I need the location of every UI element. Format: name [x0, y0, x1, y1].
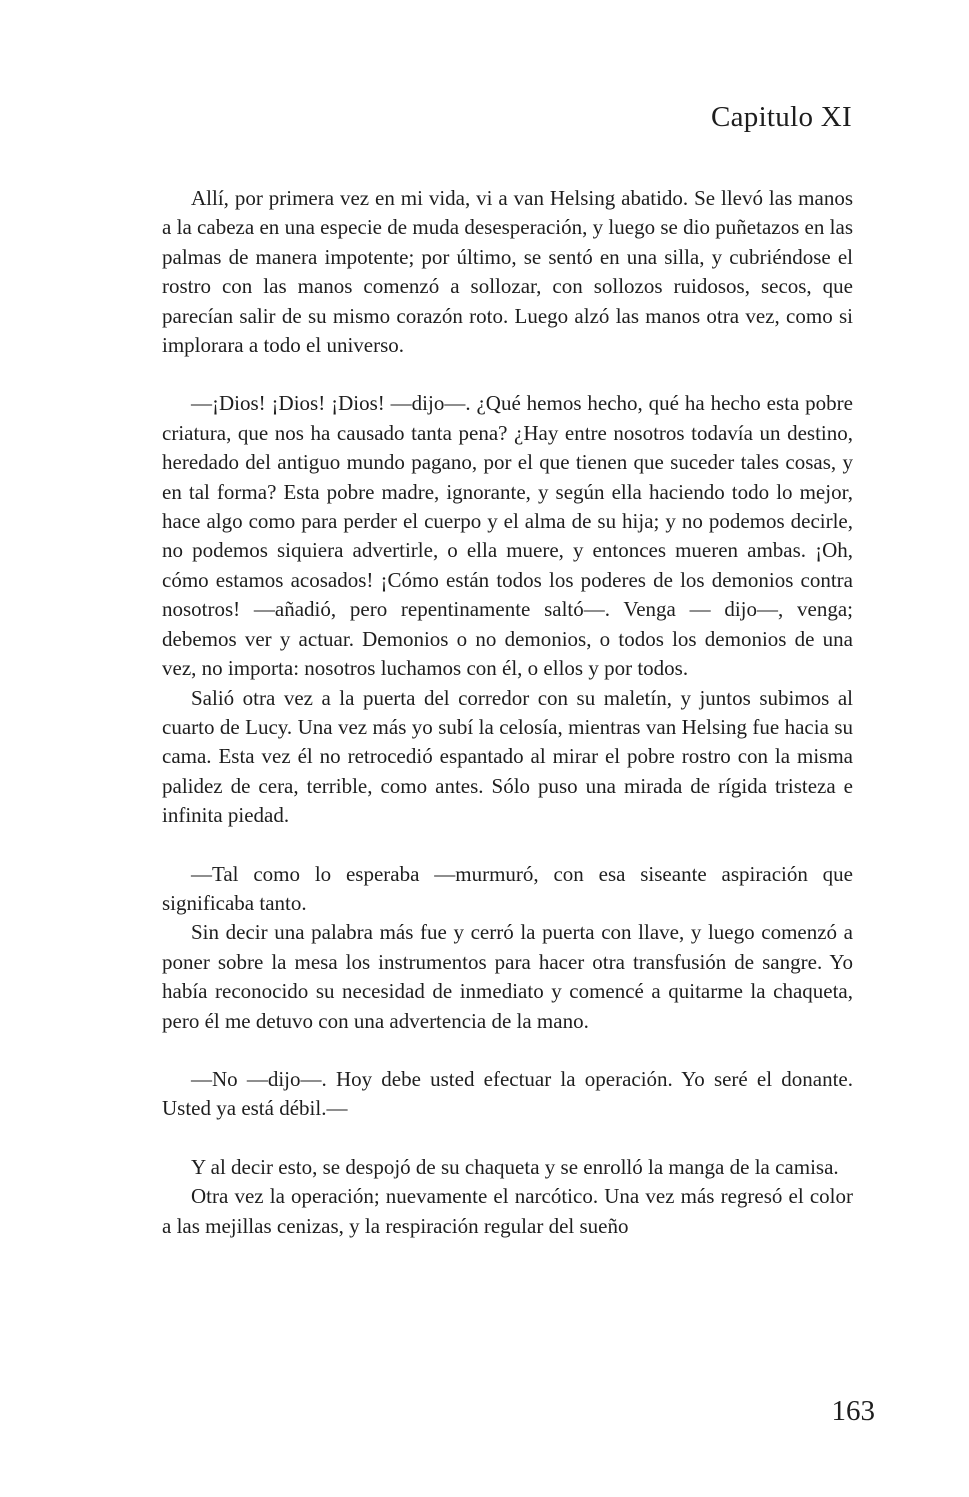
paragraph: Salió otra vez a la puerta del corredor con su maletín, y juntos subimos al cuarto de Lucy. Una vez más yo subí la celosía, mientras van Helsing fue hacia su cama. Esta vez él no retrocedió espantado al mirar el pobre rostro con la misma palidez de cera, terrible, como antes. Sólo puso una mirada de rígida tristeza e infinita piedad. [162, 685, 853, 828]
paragraph: —No —dijo—. Hoy debe usted efectuar la operación. Yo seré el donante. Usted ya está débil.— [162, 1066, 853, 1121]
paragraph: Otra vez la operación; nuevamente el narcótico. Una vez más regresó el color a las mejillas cenizas, y la respiración regular del sueño [162, 1184, 853, 1238]
chapter-title: Capitulo XI [710, 101, 852, 133]
paragraph: —Tal como lo esperaba —murmuró, con esa siseante aspiración que significaba tanto. [162, 861, 853, 915]
paragraph: Sin decir una palabra más fue y cerró la puerta con llave, y luego comenzó a poner sobre la mesa los instrumentos para hacer otra transfusión de sangre. Yo había reconocido su necesidad de inmediato y comencé a quitarme la chaqueta, pero él me detuvo con una advertencia de la mano. [162, 920, 853, 1033]
body-text [162, 184, 853, 1241]
paragraph: Allí, por primera vez en mi vida, vi a van Helsing abatido. Se llevó las manos a la cabeza en una especie de muda desesperación, y luego se dio puñetazos en las palmas de manera impotente; por último, se sentó en una silla, y cubriéndose el rostro con las manos comenzó a sollozar, con sollozos ruidosos, secos, que parecían salir de su mismo corazón roto. Luego alzó las manos otra vez, como si implorara a todo el universo. [162, 186, 853, 358]
paragraph: Y al decir esto, se despojó de su chaqueta y se enrolló la manga de la camisa. [191, 1154, 839, 1179]
paragraph: —¡Dios! ¡Dios! ¡Dios! —dijo—. ¿Qué hemos hecho, qué ha hecho esta pobre criatura, que nos ha causado tanta pena? ¿Hay entre nosotros todavía un destino, heredado del antiguo mundo pagano, por el que tienen que suceder tales cosas, y en tal forma? Esta pobre madre, ignorante, y según ella haciendo todo lo mejor, hace algo como para perder el cuerpo y el alma de su hija; y no podemos decirle, no podemos siquiera advertirle, o ella muere, y entonces mueren ambas. ¡Oh, cómo estamos acosados! ¡Cómo están todos los poderes de los demonios contra nosotros! —añadió, pero repentinamente saltó—. Venga — dijo—, venga; debemos ver y actuar. Demonios o no demonios, o todos los demonios de una vez, no importa: nosotros luchamos con él, o ellos y por todos. [162, 391, 853, 681]
page-number: 163 [831, 1395, 875, 1427]
